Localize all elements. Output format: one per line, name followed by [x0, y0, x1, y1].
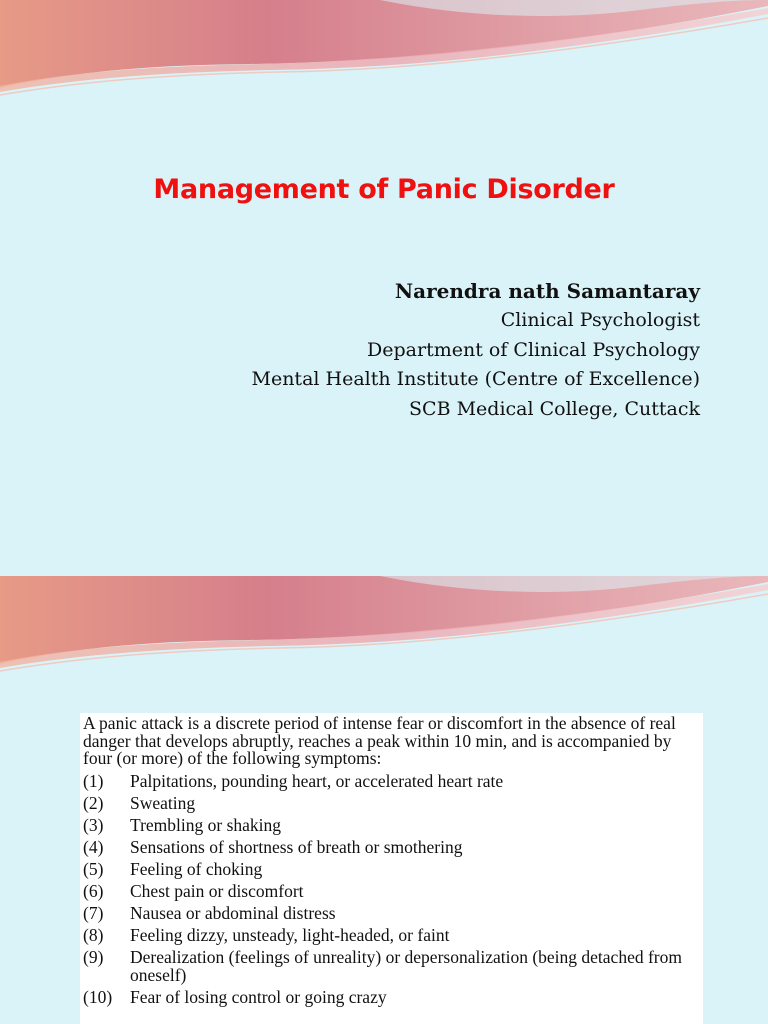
symptom-number: (8) — [83, 925, 104, 946]
symptom-text: Palpitations, pounding heart, or accelerated heart rate — [130, 770, 504, 791]
symptom-item — [83, 927, 703, 945]
symptom-number: (7) — [83, 903, 104, 924]
author-name: Narendra nath Samantaray — [394, 279, 700, 303]
symptom-number: (1) — [83, 770, 104, 791]
symptom-text: Trembling or shaking — [130, 814, 282, 835]
symptoms-slide — [0, 576, 768, 1024]
decorative-wave-banner — [0, 0, 768, 100]
symptom-text: Chest pain or discomfort — [130, 880, 304, 901]
author-college: SCB Medical College, Cuttack — [409, 397, 700, 420]
symptom-text: Derealization (feelings of unreality) or depersonalization (being detached from oneself) — [130, 947, 682, 985]
symptom-text: Fear of losing control or going crazy — [130, 986, 387, 1007]
symptom-item — [83, 905, 703, 923]
author-department: Department of Clinical Psychology — [367, 338, 700, 361]
symptom-item — [83, 880, 703, 901]
symptom-number: (10) — [83, 986, 113, 1007]
author-block — [252, 276, 701, 424]
slide-title: Management of Panic Disorder — [153, 174, 615, 205]
symptom-text: Feeling of choking — [130, 858, 263, 879]
author-role: Clinical Psychologist — [500, 309, 700, 331]
symptom-number: (3) — [83, 814, 104, 835]
symptom-text: Sensations of shortness of breath or smothering — [130, 836, 463, 857]
symptom-number: (4) — [83, 836, 104, 857]
symptom-item — [83, 858, 703, 879]
symptom-item — [83, 792, 703, 813]
symptom-item — [83, 836, 703, 857]
symptom-text: Nausea or abdominal distress — [130, 903, 336, 924]
author-institute: Mental Health Institute (Centre of Excellence) — [251, 368, 700, 390]
symptom-number: (2) — [83, 792, 104, 813]
symptom-number: (5) — [83, 858, 104, 879]
symptom-number: (9) — [83, 947, 104, 968]
symptom-text: Feeling dizzy, unsteady, light-headed, or faint — [130, 925, 450, 946]
symptom-item — [83, 770, 703, 791]
symptom-item — [83, 814, 703, 835]
panic-attack-definition: A panic attack is a discrete period of intense fear or discomfort in the absence of real danger that develops abruptly, reaches a peak within 10 min, and is accompanied by four (or more) of the following symptoms: — [83, 713, 676, 768]
symptom-item — [83, 949, 703, 984]
symptom-text: Sweating — [130, 792, 196, 813]
symptom-number: (6) — [83, 880, 104, 901]
symptom-item — [83, 986, 703, 1007]
symptoms-textbox — [80, 713, 703, 1024]
decorative-wave-banner — [0, 576, 768, 676]
